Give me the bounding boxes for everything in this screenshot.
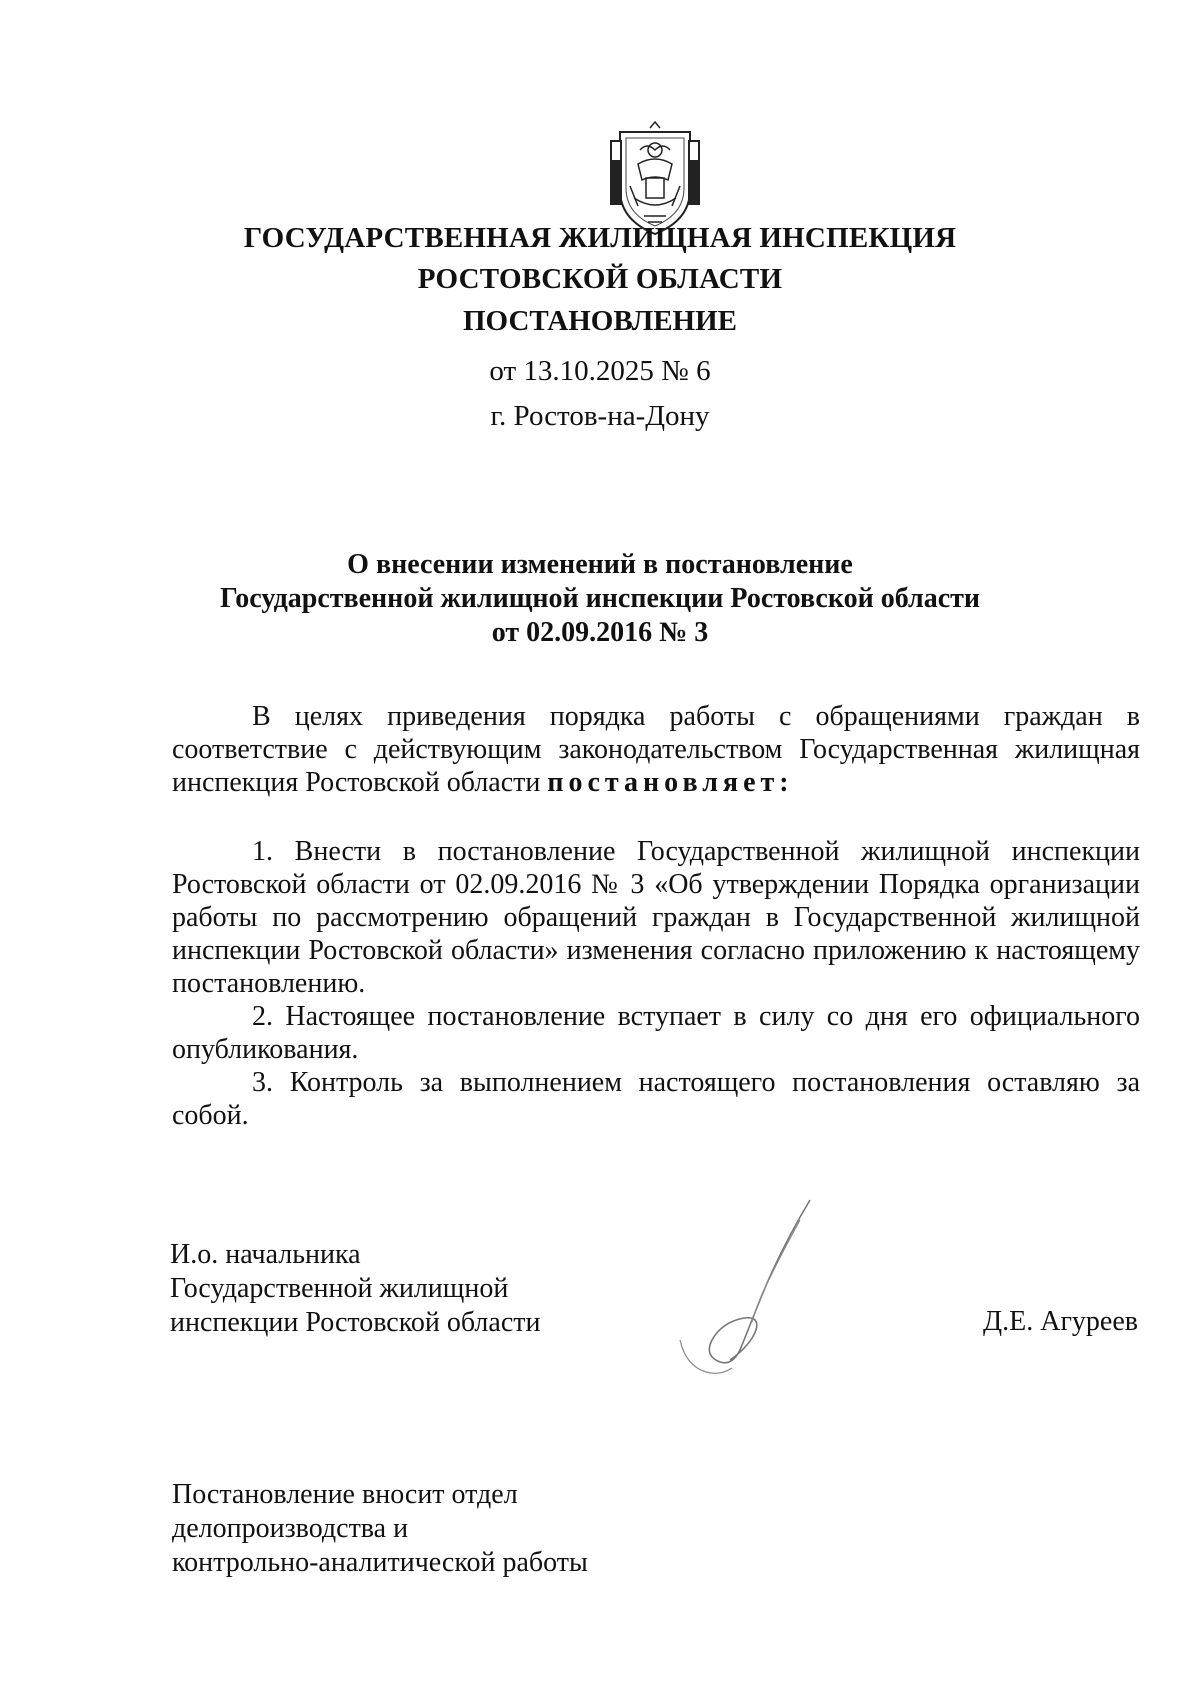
org-name-line-2: РОСТОВСКОЙ ОБЛАСТИ <box>417 263 783 295</box>
position-line-2: Государственной жилищной <box>170 1273 509 1304</box>
document-type: ПОСТАНОВЛЕНИЕ <box>462 305 737 337</box>
list-item <box>172 835 1140 1000</box>
item-number: 1. <box>252 836 273 867</box>
list-item <box>172 1000 1140 1066</box>
item-number: 3. <box>252 1067 273 1098</box>
footer-line-3: контрольно-аналитической работы <box>172 1547 588 1578</box>
signatory-position <box>170 1238 540 1340</box>
document-city: г. Ростов-на-Дону <box>490 400 710 432</box>
resolves-word: постановляет: <box>547 767 794 798</box>
document-subject <box>0 548 1200 650</box>
item-text: Настоящее постановление вступает в силу со дня его официального опубликования. <box>172 1001 1140 1065</box>
position-line-3: инспекции Ростовской области <box>170 1307 541 1338</box>
footer-note <box>172 1478 588 1580</box>
document-date-number: от 13.10.2025 № 6 <box>489 355 711 387</box>
list-item <box>172 1066 1140 1132</box>
subject-line-3: от 02.09.2016 № 3 <box>491 617 709 648</box>
item-number: 2. <box>252 1001 273 1032</box>
footer-line-1: Постановление вносит отдел <box>172 1479 518 1510</box>
item-text: Внести в постановление Государственной жилищной инспекции Ростовской области от 02.09.2016 № 3 «Об утверждении Порядка организации работы по рассмотрению обращений граждан в Государственной жилищной инспекции Ростовской области» изменения согласно приложению к настоящему постановлению. <box>172 836 1141 999</box>
preamble-text: В целях приведения порядка работы с обращениями граждан в соответствие с действующим законодательством Государственная жилищная инспекция Ростовской области <box>172 701 1140 798</box>
org-name-line-1: ГОСУДАРСТВЕННАЯ ЖИЛИЩНАЯ ИНСПЕКЦИЯ <box>243 222 957 254</box>
handwritten-signature <box>660 1190 840 1380</box>
signatory-name: Д.Е. Агуреев <box>983 1306 1138 1337</box>
subject-line-1: О внесении изменений в постановление <box>347 549 853 580</box>
item-text: Контроль за выполнением настоящего постановления оставляю за собой. <box>172 1067 1141 1131</box>
preamble-paragraph <box>172 700 1140 799</box>
footer-line-2: делопроизводства и <box>172 1513 409 1544</box>
subject-line-2: Государственной жилищной инспекции Ростовской области <box>219 583 981 614</box>
position-line-1: И.о. начальника <box>170 1239 361 1270</box>
